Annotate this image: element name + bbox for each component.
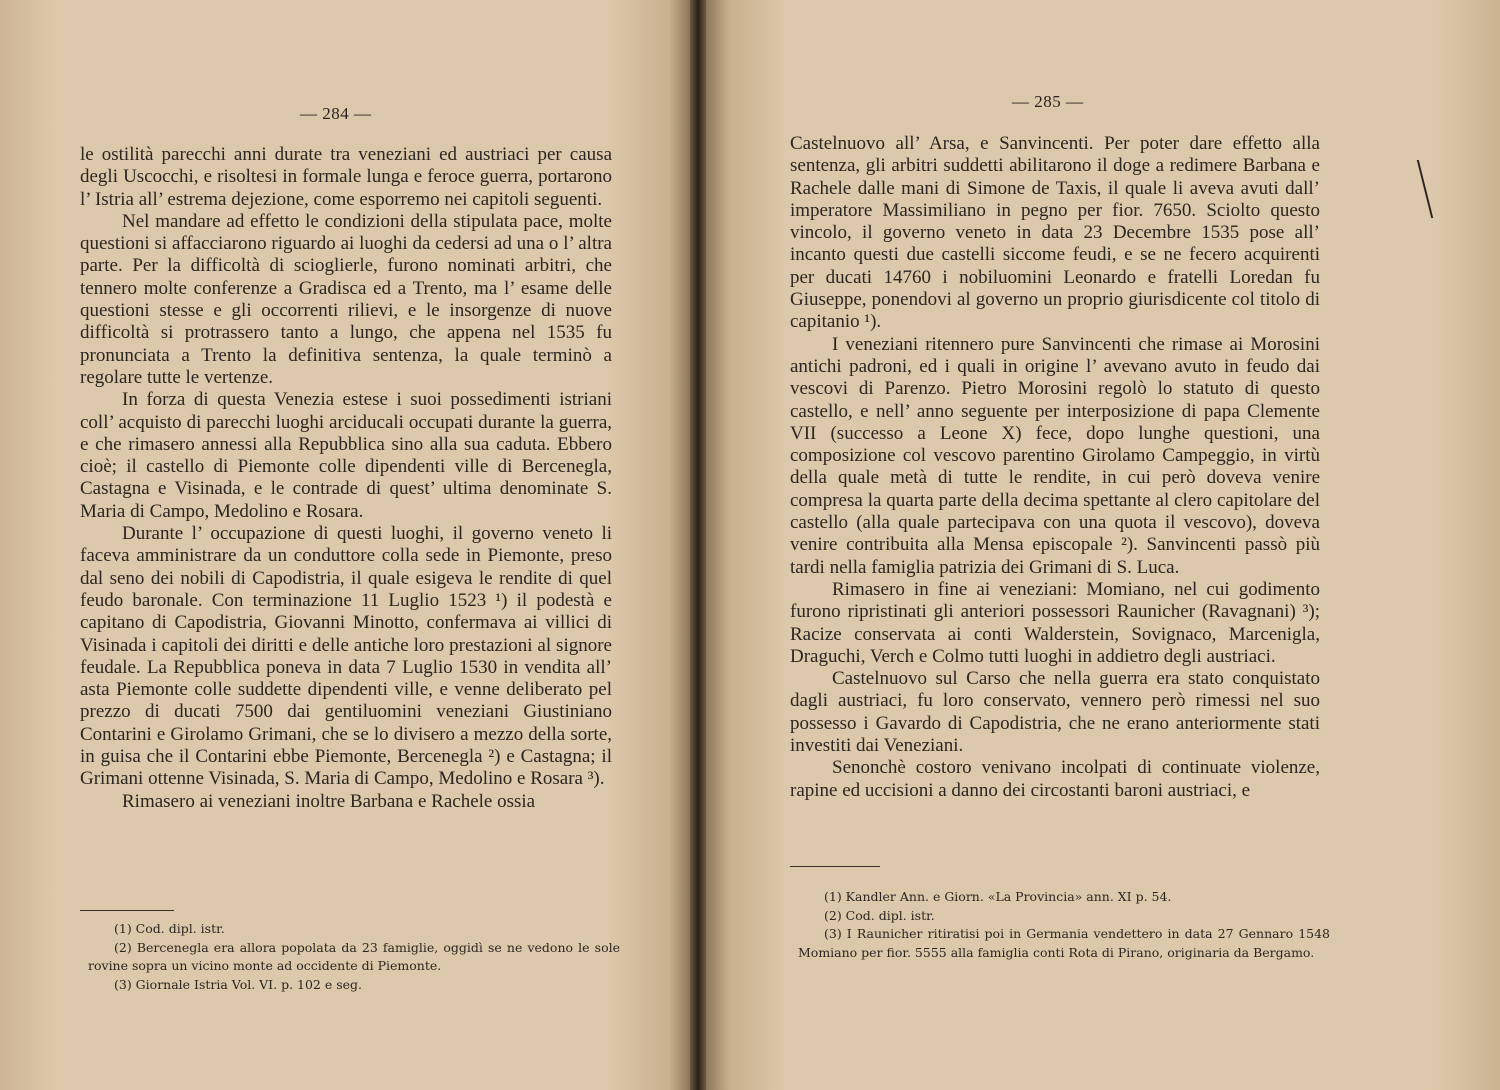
right-footnotes — [798, 888, 1330, 962]
paragraph: Rimasero in fine ai veneziani: Momiano, nel cui godimento furono ripristinati gli anteriori possessori Raunicher (Ravagnani) ³); Racize conservata ai conti Walderstein, Sovignaco, Marcenigla, Draguchi, Verch e Colmo tutti luoghi in addietro degli austriaci. — [790, 578, 1320, 667]
footnote: (3) Giornale Istria Vol. VI. p. 102 e seg. — [114, 976, 363, 992]
left-page — [0, 0, 690, 1090]
paragraph: I veneziani ritennero pure Sanvincenti che rimase ai Morosini antichi padroni, ed i quali in origine l’ avevano avuto in feudo dai vescovi di Parenzo. Pietro Morosini regolò lo statuto di questo castello, e nell’ anno seguente per interposizione di papa Clemente VII (successo a Leone X) fece, dopo lunghe questioni, una composizione col vescovo parentino Girolamo Campeggio, in virtù della quale metà di tutte le rendite, in cui però doveva venire compresa la quarta parte della decima spettante al clero capitolare del castello (alla quale partecipava con una quota il vescovo), doveva venire contribuita alla Mensa episcopale ²). Sanvincenti passò più tardi nella famiglia patrizia dei Grimani di S. Luca. — [790, 333, 1320, 578]
paragraph: Durante l’ occupazione di questi luoghi, il governo veneto li faceva amministrare da un conduttore colla sede in Piemonte, preso dal seno dei nobili di Capodistria, il quale esigeva le rendite di quel feudo baronale. Con terminazione 11 Luglio 1523 ¹) il podestà e capitano di Capodistria, Giovanni Minotto, confermava ai villici di Visinada i capitoli dei diritti e delle antiche loro prestazioni al signore feudale. La Repubblica poneva in data 7 Luglio 1530 in vendita all’ asta Piemonte colle suddette dipendenti ville, e venne deliberato pel prezzo di ducati 7500 dai gentiluomini veneziani Giustiniano Contarini e Girolamo Grimani, che se lo divisero a mezzo della sorte, in guisa che il Contarini ebbe Piemonte, Bercenegla ²) e Castagna; il Grimani ottenne Visinada, S. Maria di Campo, Medolino e Rosara ³). — [80, 523, 612, 790]
paragraph: Rimasero ai veneziani inoltre Barbana e Rachele ossia — [122, 790, 536, 812]
footnote: (1) Cod. dipl. istr. — [114, 921, 225, 936]
paragraph: In forza di questa Venezia estese i suoi possedimenti istriani coll’ acquisto di parecchi luoghi arciducali occupati durante la guerra, e che rimasero annessi alla Repubblica sino alla sua caduta. Ebbero cioè; il castello di Piemonte colle dipendenti ville di Bercenegla, Castagna e Visinada, e le contrade di quest’ ultima denominate S. Maria di Campo, Medolino e Rosara. — [80, 389, 612, 522]
left-page-body — [80, 144, 612, 813]
footnote: (2) Bercenegla era allora popolata da 23 famiglie, oggidì se ne vedono le sole rovine sopra un vicino monte ad occidente di Piemonte. — [88, 939, 620, 973]
footnote-separator — [790, 866, 880, 867]
paragraph: Castelnuovo all’ Arsa, e Sanvincenti. Per poter dare effetto alla sentenza, gli arbitri suddetti abilitarono il doge a redimere Barbana e Rachele dalle mani di Simone de Taxis, il quale li aveva avuti dall’ imperatore Massimiliano in pegno per fior. 7650. Sciolto questo vincolo, il governo veneto in data 23 Decembre 1535 pose all’ incanto questi due castelli siccome feudi, e se ne fecero acquirenti per ducati 14760 i nobiluomini Leonardo e fratelli Loredan fu Giuseppe, ponendovi al governo un proprio giurisdicente col titolo di capitanio ¹). — [790, 133, 1320, 333]
page-number-right: — 285 — — [1012, 92, 1084, 111]
paragraph: le ostilità parecchi anni durate tra veneziani ed austriaci per causa degli Uscocchi, e risoltesi in formale lunga e feroce guerra, portarono l’ Istria all’ estrema dejezione, come esporremo nei capitoli seguenti. — [80, 144, 612, 210]
footnote: (2) Cod. dipl. istr. — [824, 907, 935, 923]
footnote: (1) Kandler Ann. e Giorn. «La Provincia» ann. XI p. 54. — [824, 889, 1172, 904]
page-number-left: — 284 — — [300, 104, 372, 123]
margin-pencil-mark — [1417, 160, 1445, 218]
footnote-separator — [80, 910, 174, 911]
footnote: (3) I Raunicher ritiratisi poi in Germania vendettero in data 27 Gennaro 1548 Momiano per fior. 5555 alla famiglia conti Rota di Pirano, originaria da Bergamo. — [798, 926, 1330, 960]
paragraph: Castelnuovo sul Carso che nella guerra era stato conquistato dagli austriaci, fu loro conservato, vennero però rimessi nel suo possesso i Gavardo di Capodistria, che ne erano anteriormente stati investiti dai Veneziani. — [790, 668, 1320, 757]
left-footnotes — [88, 920, 620, 994]
book-gutter — [690, 0, 706, 1090]
paragraph: Senonchè costoro venivano incolpati di continuate violenze, rapine ed uccisioni a danno dei circostanti baroni austriaci, e — [790, 757, 1320, 801]
paragraph: Nel mandare ad effetto le condizioni della stipulata pace, molte questioni si affacciarono riguardo ai luoghi da cedersi ad una o l’ altra parte. Per la difficoltà di scioglierle, furono nominati arbitri, che tennero molte conferenze a Gradisca ed a Trento, ma l’ esame delle questioni stesse e gli occorrenti rilievi, e le insorgenze di nuove difficoltà si protrassero tanto a lungo, che appena nel 1535 fu pronunciata a Trento la definitiva sentenza, la quale terminò a regolare tutte le vertenze. — [80, 210, 612, 388]
right-page-body — [790, 133, 1320, 802]
right-page — [706, 0, 1500, 1090]
